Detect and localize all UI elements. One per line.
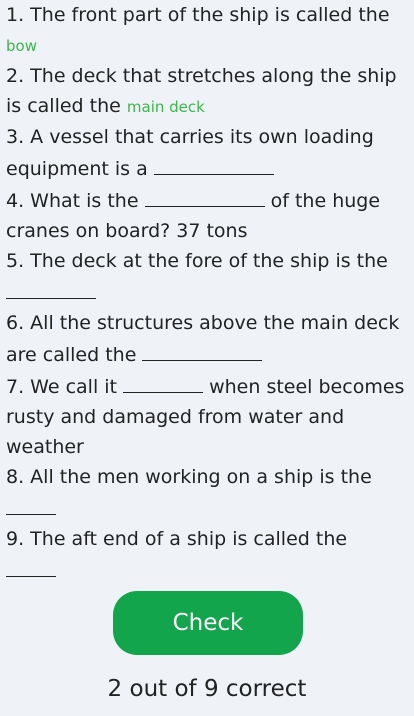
question-6 [6,308,408,370]
check-button-wrapper [113,591,303,655]
question-4 [6,184,408,246]
check-button[interactable]: Check [113,591,303,655]
question-8 [6,462,408,524]
question-text: 1. The front part of the ship is called the [6,4,390,26]
question-text: 4. What is the [6,190,139,212]
question-text: 6. All the structures above the main deck are called the [6,312,400,366]
question-suffix: when steel becomes rusty and damaged from water and weather [6,376,405,458]
answer-blank[interactable] [6,554,56,577]
score-result: 2 out of 9 correct [107,676,307,702]
question-text: 8. All the men working on a ship is the [6,466,372,488]
question-text: 7. We call it [6,376,117,398]
question-1 [6,0,408,61]
question-text: 5. The deck at the fore of the ship is the [6,250,388,272]
answer-blank[interactable] [145,184,265,207]
question-text: 9. The aft end of a ship is called the [6,528,348,550]
answer-text: main deck [126,98,205,116]
answer-blank[interactable] [6,276,96,299]
question-3 [6,122,408,184]
question-9 [6,524,408,586]
question-text: 3. A vessel that carries its own loading equipment is a [6,126,374,180]
answer-text: bow [6,37,37,55]
question-2 [6,61,408,122]
question-5 [6,246,408,308]
answer-blank[interactable] [154,152,274,175]
answer-blank[interactable] [123,370,203,393]
question-suffix: of the huge cranes on board? 37 tons [6,190,381,242]
answer-blank[interactable] [142,338,262,361]
question-7 [6,370,408,462]
answer-blank[interactable] [6,492,56,515]
question-text: 2. The deck that stretches along the ship is called the [6,65,397,117]
